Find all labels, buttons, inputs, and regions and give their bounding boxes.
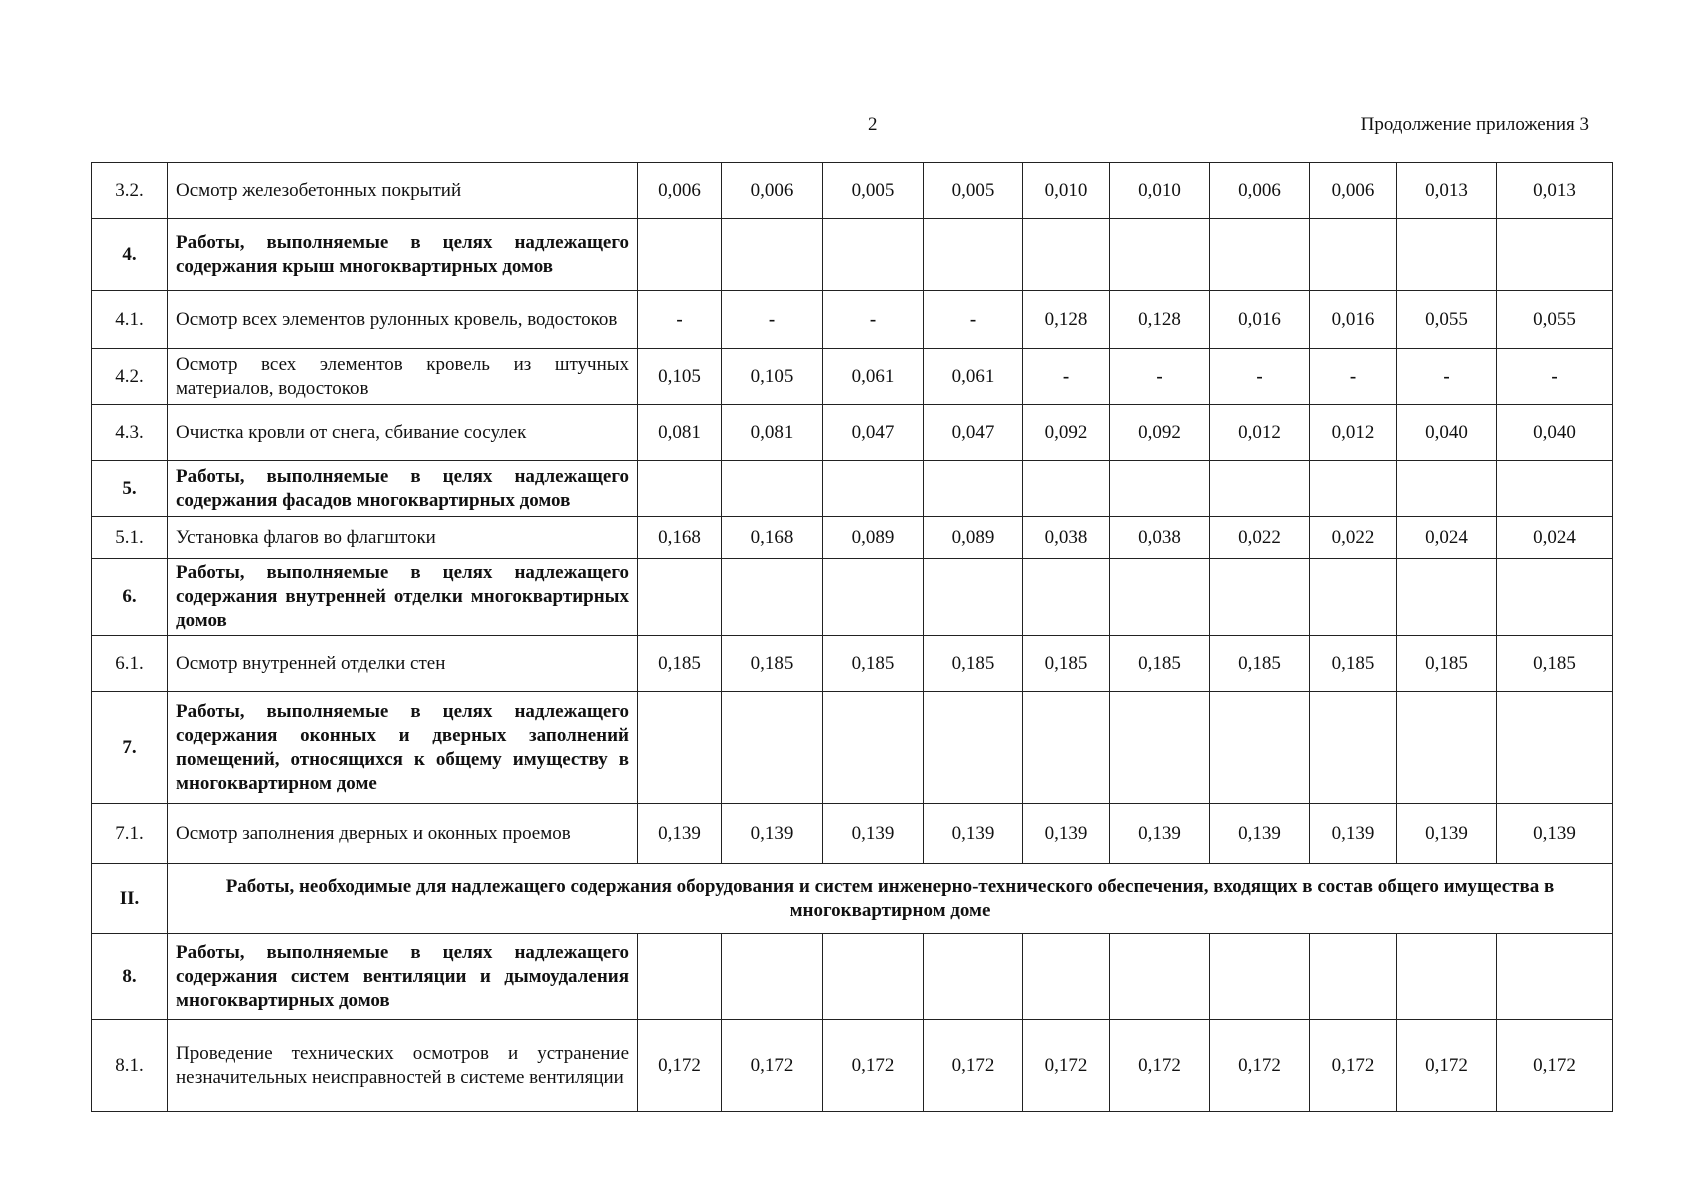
work-name: Проведение технических осмотров и устранение незначительных неисправностей в системе вентиляции bbox=[168, 1020, 638, 1112]
work-name: Осмотр всех элементов кровель из штучных материалов, водостоков bbox=[168, 349, 638, 405]
row-number: 6. bbox=[92, 559, 168, 636]
row-number: 5.1. bbox=[92, 517, 168, 559]
value-cell bbox=[1497, 934, 1613, 1020]
value-cell bbox=[638, 559, 722, 636]
table-row bbox=[92, 219, 1613, 291]
value-cell: 0,024 bbox=[1497, 517, 1613, 559]
value-cell bbox=[1310, 461, 1397, 517]
section-title: Работы, выполняемые в целях надлежащего содержания фасадов многоквартирных домов bbox=[168, 461, 638, 517]
value-cell: 0,172 bbox=[823, 1020, 924, 1112]
value-cell: 0,010 bbox=[1110, 163, 1210, 219]
value-cell: 0,168 bbox=[722, 517, 823, 559]
value-cell: 0,105 bbox=[638, 349, 722, 405]
value-cell bbox=[823, 559, 924, 636]
row-number: 7.1. bbox=[92, 804, 168, 864]
value-cell: 0,139 bbox=[1110, 804, 1210, 864]
part-title: Работы, необходимые для надлежащего содержания оборудования и систем инженерно-технического обеспечения, входящих в состав общего имущества в многоквартирном доме bbox=[168, 864, 1613, 934]
value-cell bbox=[722, 219, 823, 291]
value-cell: - bbox=[1310, 349, 1397, 405]
value-cell bbox=[1110, 559, 1210, 636]
value-cell: - bbox=[1110, 349, 1210, 405]
value-cell: 0,005 bbox=[924, 163, 1023, 219]
row-number: II. bbox=[92, 864, 168, 934]
table-row bbox=[92, 163, 1613, 219]
value-cell: 0,006 bbox=[638, 163, 722, 219]
table-row bbox=[92, 636, 1613, 692]
table-row bbox=[92, 934, 1613, 1020]
value-cell bbox=[1110, 461, 1210, 517]
value-cell: 0,139 bbox=[823, 804, 924, 864]
value-cell: 0,172 bbox=[1210, 1020, 1310, 1112]
value-cell: 0,185 bbox=[1310, 636, 1397, 692]
value-cell: 0,172 bbox=[638, 1020, 722, 1112]
value-cell bbox=[1023, 559, 1110, 636]
value-cell bbox=[1497, 461, 1613, 517]
value-cell bbox=[1397, 461, 1497, 517]
value-cell bbox=[1023, 461, 1110, 517]
value-cell bbox=[1110, 934, 1210, 1020]
value-cell bbox=[924, 461, 1023, 517]
value-cell: 0,089 bbox=[823, 517, 924, 559]
value-cell: 0,139 bbox=[1023, 804, 1110, 864]
value-cell: 0,006 bbox=[1210, 163, 1310, 219]
value-cell: 0,185 bbox=[924, 636, 1023, 692]
value-cell bbox=[1397, 692, 1497, 804]
section-title: Работы, выполняемые в целях надлежащего содержания крыш многоквартирных домов bbox=[168, 219, 638, 291]
value-cell bbox=[638, 219, 722, 291]
row-number: 5. bbox=[92, 461, 168, 517]
value-cell: - bbox=[1397, 349, 1497, 405]
value-cell bbox=[1023, 934, 1110, 1020]
value-cell: 0,172 bbox=[1497, 1020, 1613, 1112]
value-cell bbox=[924, 934, 1023, 1020]
value-cell bbox=[823, 461, 924, 517]
value-cell bbox=[1210, 219, 1310, 291]
value-cell: 0,006 bbox=[1310, 163, 1397, 219]
row-number: 4.1. bbox=[92, 291, 168, 349]
value-cell bbox=[1023, 692, 1110, 804]
value-cell: 0,005 bbox=[823, 163, 924, 219]
value-cell bbox=[722, 461, 823, 517]
value-cell bbox=[823, 692, 924, 804]
value-cell: - bbox=[722, 291, 823, 349]
row-number: 4.2. bbox=[92, 349, 168, 405]
table-row bbox=[92, 405, 1613, 461]
section-title: Работы, выполняемые в целях надлежащего содержания внутренней отделки многоквартирных домов bbox=[168, 559, 638, 636]
work-name: Осмотр внутренней отделки стен bbox=[168, 636, 638, 692]
value-cell: 0,139 bbox=[1497, 804, 1613, 864]
value-cell: 0,047 bbox=[823, 405, 924, 461]
section-title: Работы, выполняемые в целях надлежащего содержания систем вентиляции и дымоудаления многоквартирных домов bbox=[168, 934, 638, 1020]
value-cell bbox=[1023, 219, 1110, 291]
value-cell bbox=[924, 219, 1023, 291]
value-cell bbox=[1497, 219, 1613, 291]
value-cell: 0,092 bbox=[1110, 405, 1210, 461]
section-title: Работы, выполняемые в целях надлежащего содержания оконных и дверных заполнений помещений, относящихся к общему имуществу в многоквартирном доме bbox=[168, 692, 638, 804]
work-name: Очистка кровли от снега, сбивание сосулек bbox=[168, 405, 638, 461]
value-cell: 0,105 bbox=[722, 349, 823, 405]
value-cell: 0,006 bbox=[722, 163, 823, 219]
value-cell: 0,061 bbox=[823, 349, 924, 405]
row-number: 3.2. bbox=[92, 163, 168, 219]
value-cell bbox=[823, 219, 924, 291]
value-cell: 0,128 bbox=[1110, 291, 1210, 349]
value-cell bbox=[1210, 692, 1310, 804]
value-cell bbox=[722, 934, 823, 1020]
value-cell bbox=[1210, 461, 1310, 517]
page-number: 2 bbox=[868, 114, 878, 135]
table-row bbox=[92, 864, 1613, 934]
value-cell: 0,172 bbox=[924, 1020, 1023, 1112]
value-cell bbox=[1397, 219, 1497, 291]
value-cell bbox=[924, 692, 1023, 804]
value-cell: 0,139 bbox=[1210, 804, 1310, 864]
value-cell bbox=[1210, 559, 1310, 636]
row-number: 7. bbox=[92, 692, 168, 804]
value-cell: 0,022 bbox=[1310, 517, 1397, 559]
value-cell: 0,139 bbox=[638, 804, 722, 864]
value-cell bbox=[1310, 219, 1397, 291]
value-cell: 0,139 bbox=[924, 804, 1023, 864]
value-cell: 0,185 bbox=[1023, 636, 1110, 692]
value-cell bbox=[638, 461, 722, 517]
value-cell bbox=[638, 934, 722, 1020]
value-cell: 0,081 bbox=[638, 405, 722, 461]
value-cell bbox=[924, 559, 1023, 636]
value-cell bbox=[1110, 692, 1210, 804]
value-cell bbox=[1310, 934, 1397, 1020]
value-cell bbox=[722, 559, 823, 636]
table-row bbox=[92, 804, 1613, 864]
value-cell: 0,172 bbox=[1110, 1020, 1210, 1112]
value-cell: 0,168 bbox=[638, 517, 722, 559]
value-cell: - bbox=[1210, 349, 1310, 405]
value-cell: 0,185 bbox=[1397, 636, 1497, 692]
table-row bbox=[92, 559, 1613, 636]
value-cell: 0,139 bbox=[1310, 804, 1397, 864]
value-cell: 0,172 bbox=[722, 1020, 823, 1112]
row-number: 6.1. bbox=[92, 636, 168, 692]
value-cell: 0,139 bbox=[1397, 804, 1497, 864]
value-cell: 0,185 bbox=[638, 636, 722, 692]
value-cell bbox=[1110, 219, 1210, 291]
value-cell: 0,012 bbox=[1310, 405, 1397, 461]
value-cell: 0,185 bbox=[823, 636, 924, 692]
table-row bbox=[92, 692, 1613, 804]
value-cell: - bbox=[1497, 349, 1613, 405]
value-cell: 0,016 bbox=[1310, 291, 1397, 349]
value-cell: 0,012 bbox=[1210, 405, 1310, 461]
row-number: 4.3. bbox=[92, 405, 168, 461]
value-cell bbox=[1397, 559, 1497, 636]
work-name: Установка флагов во флагштоки bbox=[168, 517, 638, 559]
value-cell: 0,038 bbox=[1110, 517, 1210, 559]
value-cell: - bbox=[823, 291, 924, 349]
table-row bbox=[92, 291, 1613, 349]
table-row bbox=[92, 517, 1613, 559]
value-cell bbox=[1497, 692, 1613, 804]
table-row bbox=[92, 1020, 1613, 1112]
value-cell: 0,040 bbox=[1497, 405, 1613, 461]
value-cell: 0,038 bbox=[1023, 517, 1110, 559]
table-row bbox=[92, 461, 1613, 517]
value-cell: 0,055 bbox=[1497, 291, 1613, 349]
value-cell: 0,185 bbox=[1210, 636, 1310, 692]
value-cell bbox=[823, 934, 924, 1020]
continuation-label: Продолжение приложения 3 bbox=[1360, 114, 1589, 135]
value-cell: 0,010 bbox=[1023, 163, 1110, 219]
value-cell: 0,016 bbox=[1210, 291, 1310, 349]
value-cell: 0,172 bbox=[1397, 1020, 1497, 1112]
value-cell bbox=[722, 692, 823, 804]
work-name: Осмотр заполнения дверных и оконных проемов bbox=[168, 804, 638, 864]
value-cell: 0,185 bbox=[1110, 636, 1210, 692]
value-cell bbox=[1397, 934, 1497, 1020]
value-cell: 0,089 bbox=[924, 517, 1023, 559]
value-cell: 0,185 bbox=[1497, 636, 1613, 692]
value-cell: - bbox=[924, 291, 1023, 349]
row-number: 8. bbox=[92, 934, 168, 1020]
value-cell: 0,022 bbox=[1210, 517, 1310, 559]
row-number: 4. bbox=[92, 219, 168, 291]
value-cell: 0,024 bbox=[1397, 517, 1497, 559]
value-cell: - bbox=[638, 291, 722, 349]
value-cell: 0,055 bbox=[1397, 291, 1497, 349]
value-cell bbox=[638, 692, 722, 804]
value-cell bbox=[1210, 934, 1310, 1020]
value-cell: - bbox=[1023, 349, 1110, 405]
work-name: Осмотр всех элементов рулонных кровель, водостоков bbox=[168, 291, 638, 349]
value-cell bbox=[1310, 692, 1397, 804]
value-cell: 0,061 bbox=[924, 349, 1023, 405]
value-cell: 0,185 bbox=[722, 636, 823, 692]
row-number: 8.1. bbox=[92, 1020, 168, 1112]
value-cell: 0,172 bbox=[1310, 1020, 1397, 1112]
value-cell: 0,013 bbox=[1397, 163, 1497, 219]
value-cell: 0,128 bbox=[1023, 291, 1110, 349]
value-cell: 0,092 bbox=[1023, 405, 1110, 461]
value-cell: 0,172 bbox=[1023, 1020, 1110, 1112]
table-row bbox=[92, 349, 1613, 405]
value-cell: 0,040 bbox=[1397, 405, 1497, 461]
value-cell: 0,139 bbox=[722, 804, 823, 864]
works-table bbox=[91, 162, 1613, 1112]
work-name: Осмотр железобетонных покрытий bbox=[168, 163, 638, 219]
value-cell: 0,013 bbox=[1497, 163, 1613, 219]
value-cell: 0,047 bbox=[924, 405, 1023, 461]
value-cell bbox=[1310, 559, 1397, 636]
value-cell: 0,081 bbox=[722, 405, 823, 461]
value-cell bbox=[1497, 559, 1613, 636]
